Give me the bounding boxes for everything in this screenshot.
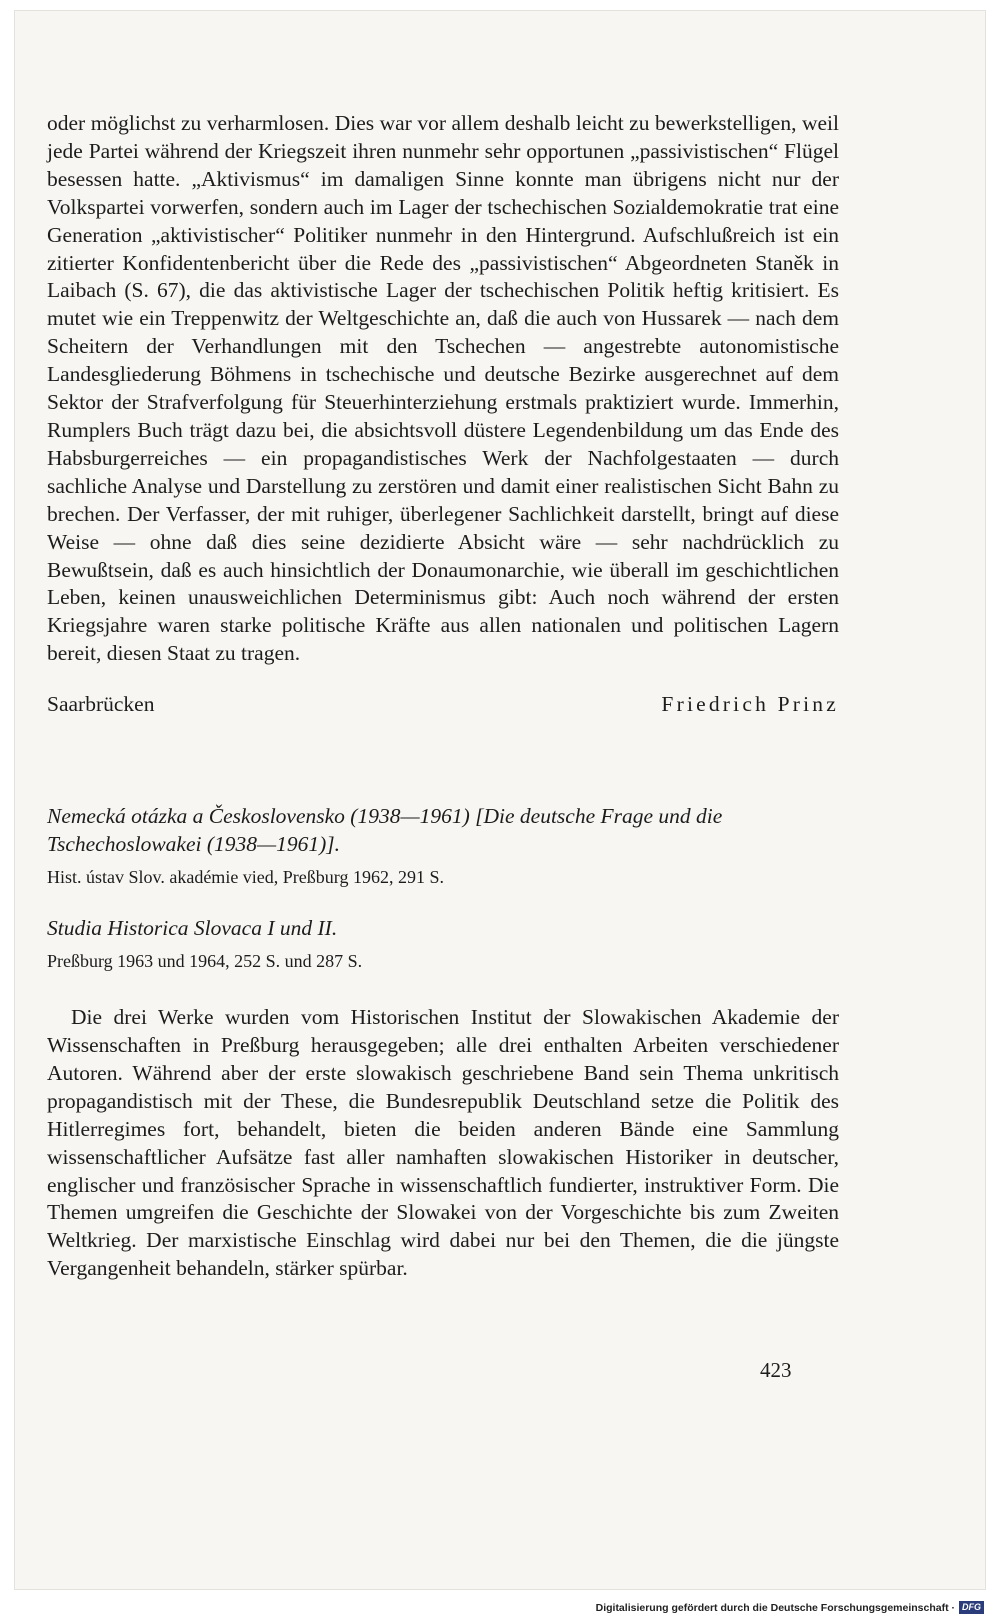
signoff-place: Saarbrücken: [47, 692, 155, 717]
digitization-credit: [596, 1601, 984, 1614]
reviewed-book-title-1: Nemecká otázka a Československo (1938—1961) [Die deutsche Frage und die Tschechoslowakei (1938—1961)].: [47, 804, 723, 857]
body-paragraph-1: oder möglichst zu verharmlosen. Dies war vor allem deshalb leicht zu bewerkstelligen, weil jede Partei während der Kriegszeit ihren nunmehr sehr opportunen „passivistischen“ Flügel besessen hatte. „Aktivismus“ im damaligen Sinne konnte man übrigens nicht nur der Volkspartei vorwerfen, sondern auch im Lager der tschechischen Sozialdemokratie trat eine Generation „aktivistischer“ Politiker nunmehr in den Hintergrund. Aufschlußreich ist ein zitierter Konfidentenbericht über die Rede des „passivistischen“ Abgeordneten Staněk in Laibach (S. 67), die das aktivistische Lager der tschechischen Politik heftig kritisiert. Es mutet wie ein Treppenwitz der Weltgeschichte an, daß die auch von Hussarek — nach dem Scheitern der Verhandlungen mit den Tschechen — angestrebte autonomistische Landesgliederung Böhmens in tschechische und deutsche Bezirke ausgerechnet auf dem Sektor der Strafverfolgung für Steuerhinterziehung erstmals praktiziert wurde. Immerhin, Rumplers Buch trägt dazu bei, die absichtsvoll düstere Legendenbildung um das Ende des Habsburgerreiches — ein propagandistisches Werk der Nachfolgestaaten — durch sachliche Analyse und Darstellung zu zerstören und damit einer realistischen Sicht Bahn zu brechen. Der Verfasser, der mit ruhiger, überlegener Sachlichkeit darstellt, bringt auf diese Weise — ohne daß dies seine dezidierte Absicht wäre — sehr nachdrücklich zu Bewußtsein, daß es auch hinsichtlich der Donaumonarchie, wie überall im geschichtlichen Leben, keinen unausweichlichen Determinismus gibt: Auch noch während der ersten Kriegsjahre waren starke politische Kräfte aus allen nationalen und politischen Lagern bereit, diesen Staat zu tragen.: [47, 111, 839, 666]
dfg-logo: DFG: [959, 1601, 984, 1614]
review-signoff: [47, 692, 839, 722]
page-content: [47, 110, 839, 1283]
body-paragraph-2: Die drei Werke wurden vom Historischen Institut der Slowakischen Akademie der Wissenschaften in Preßburg herausgegeben; alle drei enthalten Arbeiten verschiedener Autoren. Während aber der erste slowakisch geschriebene Band sein Thema unkritisch propagandistisch mit der These, die Bundesrepublik Deutschland setze die Politik des Hitlerregimes fort, behandelt, bieten die beiden anderen Bände eine Sammlung wissenschaftlicher Aufsätze fast aller namhaften slowakischen Historiker in deutscher, englischer und französischer Sprache in wissenschaftlich fundierter, instruktiver Form. Die Themen umgreifen die Geschichte der Slowakei von der Vorgeschichte bis zum Zweiten Weltkrieg. Der marxistische Einschlag wird dabei nur bei den Themen, die die jüngste Vergangenheit behandeln, stärker spürbar.: [47, 1005, 839, 1281]
signoff-author: Friedrich Prinz: [661, 692, 839, 717]
reviewed-book-publication-2: Preßburg 1963 und 1964, 252 S. und 287 S.: [47, 951, 363, 972]
digitization-credit-text: Digitalisierung gefördert durch die Deutsche Forschungsgemeinschaft ·: [595, 1601, 955, 1614]
reviewed-book-title-2: Studia Historica Slovaca I und II.: [47, 916, 338, 941]
reviewed-book-publication-1: Hist. ústav Slov. akadémie vied, Preßburg 1962, 291 S.: [47, 867, 444, 888]
page-number: 423: [760, 1358, 792, 1382]
